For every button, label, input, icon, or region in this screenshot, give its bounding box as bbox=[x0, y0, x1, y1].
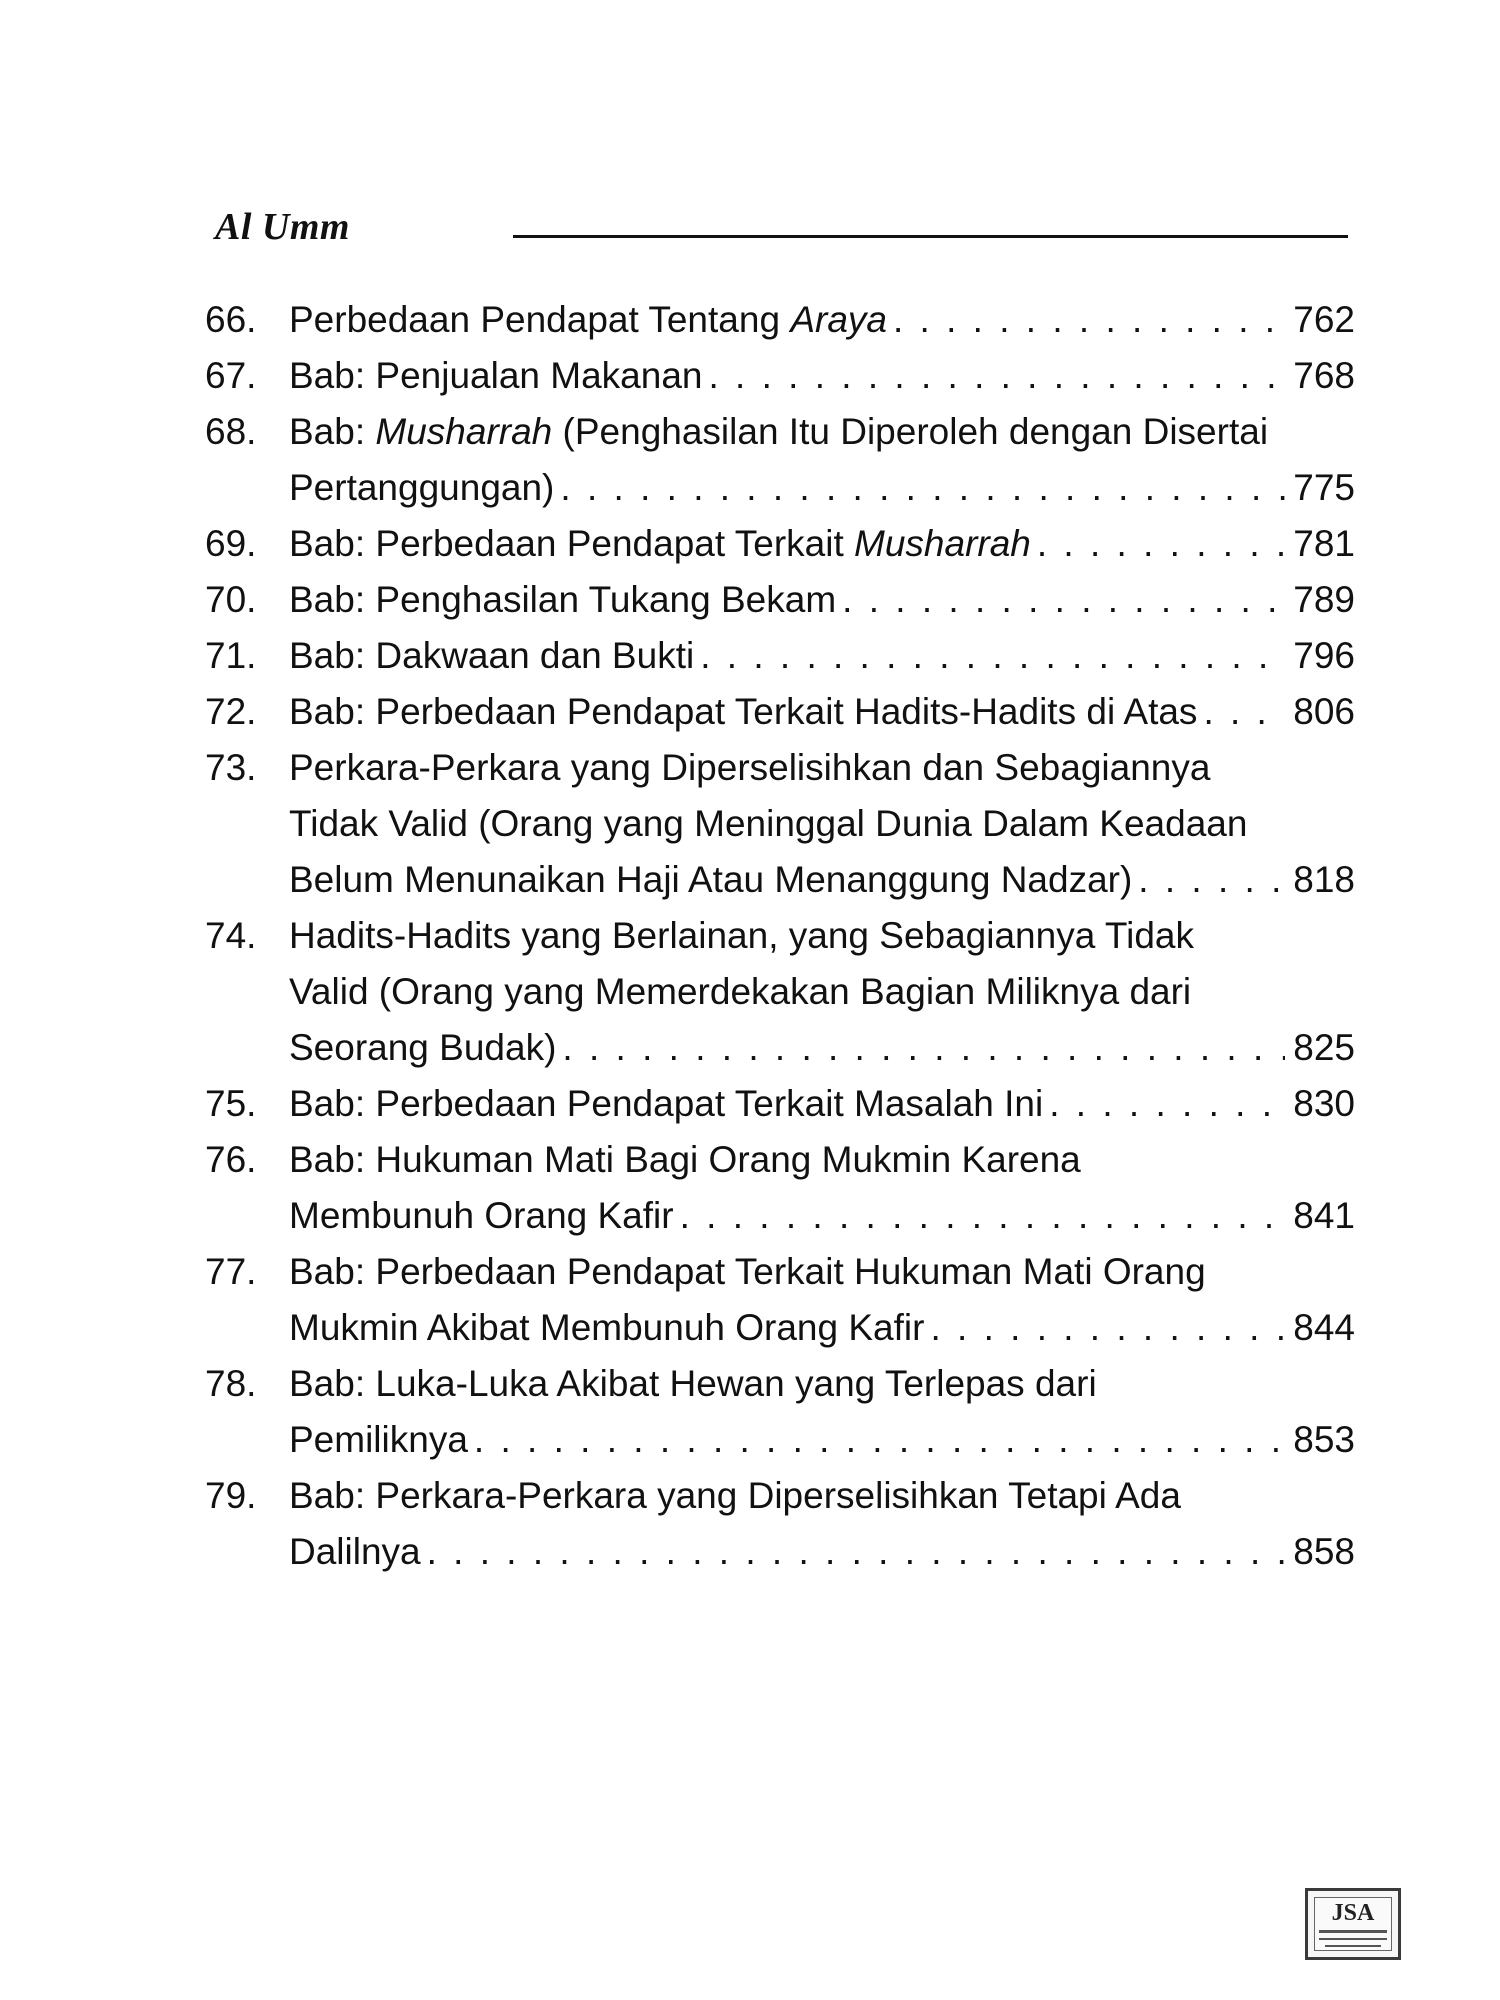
toc-page-number[interactable]: 825 bbox=[1293, 1027, 1355, 1068]
toc-entry-title bbox=[289, 1132, 1355, 1244]
toc-title-last-line bbox=[289, 292, 1355, 348]
toc-entry-number: 70. bbox=[205, 579, 257, 620]
running-header bbox=[215, 205, 1360, 255]
dot-leader bbox=[842, 572, 1285, 628]
toc-entry[interactable] bbox=[205, 1132, 1355, 1244]
toc-entry-title bbox=[289, 516, 1355, 572]
toc-entry-number: 79. bbox=[205, 1475, 257, 1516]
toc-title-last-line bbox=[289, 516, 1355, 572]
toc-title-last-line bbox=[289, 852, 1355, 908]
toc-entry-title bbox=[289, 572, 1355, 628]
dot-leader bbox=[1037, 516, 1285, 572]
toc-title-line bbox=[289, 1356, 1355, 1412]
toc-text: Valid (Orang yang Memerdekakan Bagian Miliknya dari bbox=[289, 971, 1192, 1012]
toc-title-line bbox=[289, 852, 1132, 908]
toc-page-number[interactable]: 796 bbox=[1293, 635, 1355, 676]
toc-title-last-line bbox=[289, 1524, 1355, 1580]
jsa-stamp-logo bbox=[1305, 1888, 1401, 1960]
toc-text: Hadits-Hadits yang Berlainan, yang Sebagiannya Tidak bbox=[289, 915, 1195, 956]
toc-text: Bab: Perbedaan Pendapat Terkait bbox=[289, 523, 855, 564]
toc-title-line bbox=[289, 1524, 421, 1580]
toc-entry[interactable] bbox=[205, 572, 1355, 628]
toc-title-line bbox=[289, 572, 836, 628]
toc-entry[interactable] bbox=[205, 740, 1355, 908]
toc-title-line bbox=[289, 684, 1197, 740]
toc-title-line bbox=[289, 460, 554, 516]
toc-page-number[interactable]: 806 bbox=[1293, 691, 1355, 732]
stamp-line bbox=[1325, 1945, 1381, 1947]
toc-title-line bbox=[289, 292, 887, 348]
toc-title-last-line bbox=[289, 460, 1355, 516]
toc-entry[interactable] bbox=[205, 908, 1355, 1076]
toc-page-number[interactable]: 775 bbox=[1293, 467, 1355, 508]
dot-leader bbox=[893, 292, 1285, 348]
toc-entry[interactable] bbox=[205, 1076, 1355, 1132]
dot-leader bbox=[930, 1300, 1285, 1356]
toc-text: Bab: Perbedaan Pendapat Terkait Masalah Ini bbox=[289, 1083, 1044, 1124]
toc-entry-number: 68. bbox=[205, 411, 257, 452]
toc-title-line bbox=[289, 1020, 556, 1076]
toc-title-last-line bbox=[289, 572, 1355, 628]
toc-title-line bbox=[289, 1468, 1355, 1524]
toc-entry[interactable] bbox=[205, 1468, 1355, 1580]
toc-entry-title bbox=[289, 1468, 1355, 1580]
toc-page-number[interactable]: 830 bbox=[1293, 1083, 1355, 1124]
toc-entry[interactable] bbox=[205, 1356, 1355, 1468]
toc-page-number[interactable]: 768 bbox=[1293, 355, 1355, 396]
toc-text: Pemiliknya bbox=[289, 1419, 468, 1460]
toc-entry-number: 78. bbox=[205, 1363, 257, 1404]
toc-title-last-line bbox=[289, 628, 1355, 684]
toc-entry-title bbox=[289, 628, 1355, 684]
toc-text: Membunuh Orang Kafir bbox=[289, 1195, 674, 1236]
toc-entry-number: 76. bbox=[205, 1139, 257, 1180]
toc-page-number[interactable]: 858 bbox=[1293, 1531, 1355, 1572]
toc-text: Mukmin Akibat Membunuh Orang Kafir bbox=[289, 1307, 925, 1348]
toc-entry[interactable] bbox=[205, 516, 1355, 572]
toc-page-number[interactable]: 781 bbox=[1293, 523, 1355, 564]
dot-leader bbox=[560, 460, 1285, 516]
toc-entry-title bbox=[289, 908, 1355, 1076]
toc-title-line bbox=[289, 1300, 924, 1356]
toc-page-number[interactable]: 762 bbox=[1293, 299, 1355, 340]
toc-title-last-line bbox=[289, 1300, 1355, 1356]
toc-entry-title bbox=[289, 740, 1355, 908]
toc-title-line bbox=[289, 404, 1355, 460]
toc-entry-number: 67. bbox=[205, 355, 257, 396]
toc-title-line bbox=[289, 628, 694, 684]
toc-entry-number: 66. bbox=[205, 299, 257, 340]
running-title: Al Umm bbox=[215, 206, 350, 248]
toc-text: Seorang Budak) bbox=[289, 1027, 557, 1068]
toc-text: Belum Menunaikan Haji Atau Menanggung Nadzar) bbox=[289, 859, 1133, 900]
toc-entry-title bbox=[289, 1244, 1355, 1356]
dot-leader bbox=[680, 1188, 1286, 1244]
toc-text: (Penghasilan Itu Diperoleh dengan Disertai bbox=[552, 411, 1269, 452]
toc-entry[interactable] bbox=[205, 404, 1355, 516]
stamp-line bbox=[1319, 1938, 1387, 1940]
toc-text: Bab: Perkara-Perkara yang Diperselisihkan Tetapi Ada bbox=[289, 1475, 1181, 1516]
toc-title-line bbox=[289, 516, 1031, 572]
toc-text: Pertanggungan) bbox=[289, 467, 555, 508]
toc-entry-title bbox=[289, 404, 1355, 516]
toc-title-last-line bbox=[289, 1076, 1355, 1132]
toc-text: Tidak Valid (Orang yang Meninggal Dunia Dalam Keadaan bbox=[289, 803, 1248, 844]
toc-text: Bab: Penjualan Makanan bbox=[289, 355, 703, 396]
toc-title-line bbox=[289, 740, 1355, 796]
toc-title-line bbox=[289, 1244, 1355, 1300]
toc-text: Bab: Luka-Luka Akibat Hewan yang Terlepas dari bbox=[289, 1363, 1097, 1404]
toc-page-number[interactable]: 844 bbox=[1293, 1307, 1355, 1348]
toc-page-number[interactable]: 853 bbox=[1293, 1419, 1355, 1460]
toc-title-line bbox=[289, 1076, 1043, 1132]
dot-leader bbox=[708, 348, 1285, 404]
dot-leader bbox=[562, 1020, 1285, 1076]
toc-entry[interactable] bbox=[205, 684, 1355, 740]
toc-entry[interactable] bbox=[205, 1244, 1355, 1356]
table-of-contents bbox=[205, 292, 1355, 1580]
toc-page-number[interactable]: 841 bbox=[1293, 1195, 1355, 1236]
dot-leader bbox=[700, 628, 1285, 684]
stamp-mark: JSA bbox=[1331, 1900, 1375, 1926]
toc-text: Perkara-Perkara yang Diperselisihkan dan Sebagiannya bbox=[289, 747, 1211, 788]
toc-entry-title bbox=[289, 292, 1355, 348]
toc-title-last-line bbox=[289, 1020, 1355, 1076]
toc-title-last-line bbox=[289, 684, 1355, 740]
toc-text: Bab: Perbedaan Pendapat Terkait Hadits-Hadits di Atas bbox=[289, 691, 1198, 732]
toc-entry-title bbox=[289, 1356, 1355, 1468]
toc-entry-number: 69. bbox=[205, 523, 257, 564]
header-rule bbox=[513, 235, 1348, 238]
dot-leader bbox=[1203, 684, 1285, 740]
toc-entry-number: 71. bbox=[205, 635, 257, 676]
dot-leader bbox=[474, 1412, 1285, 1468]
dot-leader bbox=[427, 1524, 1286, 1580]
toc-entry[interactable] bbox=[205, 628, 1355, 684]
toc-title-last-line bbox=[289, 1412, 1355, 1468]
toc-page-number[interactable]: 789 bbox=[1293, 579, 1355, 620]
toc-title-last-line bbox=[289, 1188, 1355, 1244]
toc-italic-term: Musharrah bbox=[854, 523, 1031, 564]
dot-leader bbox=[1049, 1076, 1285, 1132]
toc-italic-term: Musharrah bbox=[375, 411, 553, 452]
toc-entry[interactable] bbox=[205, 292, 1355, 348]
toc-title-line bbox=[289, 1132, 1355, 1188]
toc-title-line bbox=[289, 348, 702, 404]
toc-entry-number: 74. bbox=[205, 915, 257, 956]
toc-entry-number: 73. bbox=[205, 747, 257, 788]
toc-entry[interactable] bbox=[205, 348, 1355, 404]
toc-title-line bbox=[289, 796, 1355, 852]
toc-entry-number: 77. bbox=[205, 1251, 257, 1292]
dot-leader bbox=[1138, 852, 1285, 908]
toc-entry-number: 72. bbox=[205, 691, 257, 732]
toc-text: Dalilnya bbox=[289, 1531, 421, 1572]
toc-text: Bab: Perbedaan Pendapat Terkait Hukuman Mati Orang bbox=[289, 1251, 1206, 1292]
toc-text: Bab: Penghasilan Tukang Bekam bbox=[289, 579, 837, 620]
toc-title-last-line bbox=[289, 348, 1355, 404]
toc-title-line bbox=[289, 1412, 468, 1468]
stamp-line bbox=[1319, 1930, 1387, 1933]
toc-text: Bab: Hukuman Mati Bagi Orang Mukmin Karena bbox=[289, 1139, 1081, 1180]
toc-text: Perbedaan Pendapat Tentang bbox=[289, 299, 791, 340]
toc-entry-title bbox=[289, 1076, 1355, 1132]
toc-italic-term: Araya bbox=[790, 299, 887, 340]
toc-title-line bbox=[289, 964, 1355, 1020]
toc-entry-title bbox=[289, 348, 1355, 404]
toc-entry-number: 75. bbox=[205, 1083, 257, 1124]
toc-title-line bbox=[289, 908, 1355, 964]
toc-entry-title bbox=[289, 684, 1355, 740]
toc-text: Bab: bbox=[289, 411, 376, 452]
toc-page-number[interactable]: 818 bbox=[1293, 859, 1355, 900]
toc-title-line bbox=[289, 1188, 674, 1244]
toc-text: Bab: Dakwaan dan Bukti bbox=[289, 635, 695, 676]
